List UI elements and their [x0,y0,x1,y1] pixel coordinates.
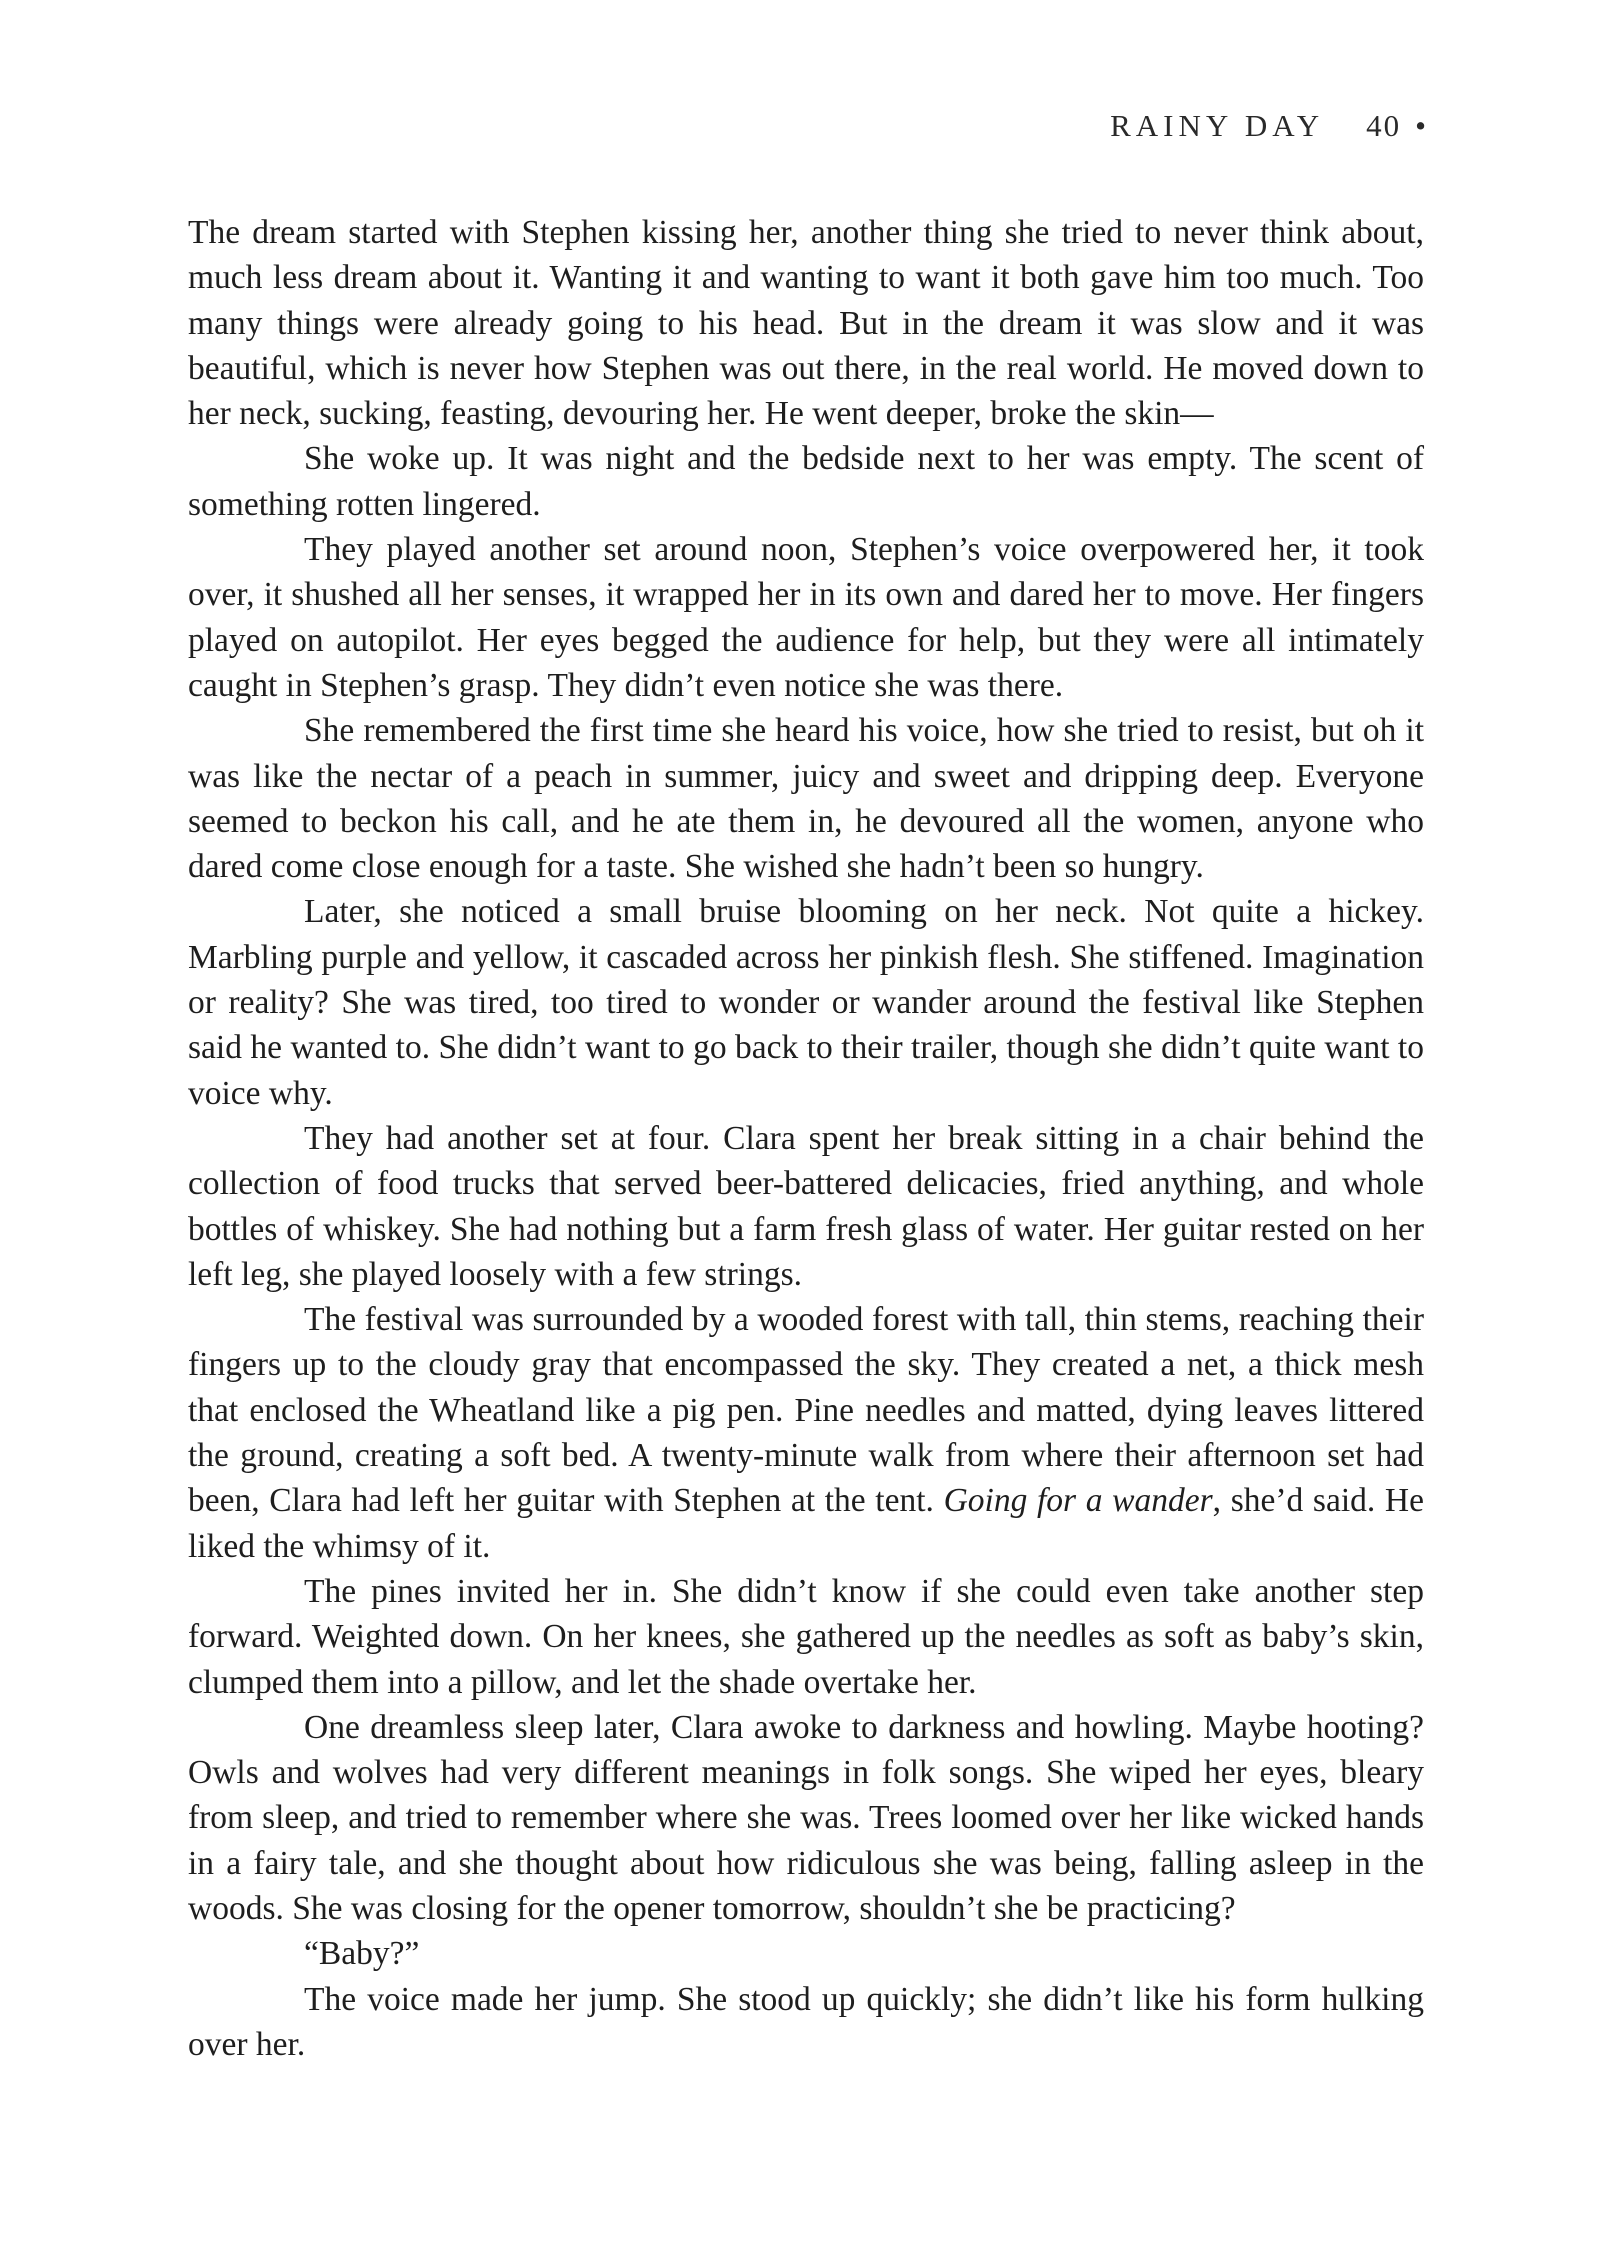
bullet-icon: • [1415,108,1426,143]
paragraph: They played another set around noon, Stephen’s voice overpowered her, it took over, it shushed all her senses, it wrapped her in its own and dared her to move. Her fingers played on autopilot. Her eyes begged the audience for help, but they were all intimately caught in Stephen’s grasp. They didn’t even notice she was there. [188,531,1424,704]
paragraph: Later, she noticed a small bruise blooming on her neck. Not quite a hickey. Marbling purple and yellow, it cascaded across her pinkish flesh. She stiffened. Imagination or reality? She was tired, too tired to wonder or wander around the festival like Stephen said he wanted to. She didn’t want to go back to their trailer, though she didn’t quite want to voice why. [188,893,1424,1112]
paragraph-text: , she’d said. He liked the whimsy of it. [188,1482,1424,1565]
paragraph: The pines invited her in. She didn’t know if she could even take another step forward. Weighted down. On her knees, she gathered up the needles as soft as baby’s skin, clumped them into a pillow, and let the shade overtake her. [188,1572,1424,1701]
paragraph: One dreamless sleep later, Clara awoke to darkness and howling. Maybe hooting? Owls and wolves had very different meanings in folk songs. She wiped her eyes, bleary from sleep, and tried to remember where she was. Trees loomed over her like wicked hands in a fairy tale, and she thought about how ridiculous she was being, falling asleep in the woods. She was closing for the opener tomorrow, shouldn’t she be practicing? [188,1708,1424,1927]
page-number: 40 [1366,108,1402,143]
dialogue-line: “Baby?” [304,1935,420,1973]
paragraph: She remembered the first time she heard his voice, how she tried to resist, but oh it was like the nectar of a peach in summer, juicy and sweet and dripping deep. Everyone seemed to beckon his call, and he ate them in, he devoured all the women, anyone who dared come close enough for a taste. She wished she hadn’t been so hungry. [188,712,1424,886]
running-head-title: RAINY DAY [1110,108,1325,143]
paragraph: The voice made her jump. She stood up quickly; she didn’t like his form hulking over her. [188,1980,1424,2063]
paragraph: The dream started with Stephen kissing her, another thing she tried to never think about, much less dream about it. Wanting it and wanting to want it both gave him too much. Too many things were already going to his head. But in the dream it was slow and it was beautiful, which is never how Stephen was out there, in the real world. He moved down to her neck, sucking, feasting, devouring her. He went deeper, broke the skin— [188,214,1424,433]
paragraph: They had another set at four. Clara spent her break sitting in a chair behind the collection of food trucks that served beer-battered delicacies, fried anything, and whole bottles of whiskey. She had nothing but a farm fresh glass of water. Her guitar rested on her left leg, she played loosely with a few strings. [188,1119,1424,1293]
italic-phrase: Going for a wander [943,1482,1213,1520]
paragraph-festival [188,1297,1424,1569]
running-head [1110,108,1426,144]
paragraph-text: The festival was surrounded by a wooded forest with tall, thin stems, reaching their fingers up to the cloudy gray that encompassed the sky. They created a net, a thick mesh that enclosed the Wheatland like a pig pen. Pine needles and matted, dying leaves littered the ground, creating a soft bed. A twenty-minute walk from where their afternoon set had been, Clara had left her guitar with Stephen at the tent. [188,1301,1424,1520]
paragraph: She woke up. It was night and the bedside next to her was empty. The scent of something rotten lingered. [188,440,1424,523]
body-text [188,210,1424,2067]
